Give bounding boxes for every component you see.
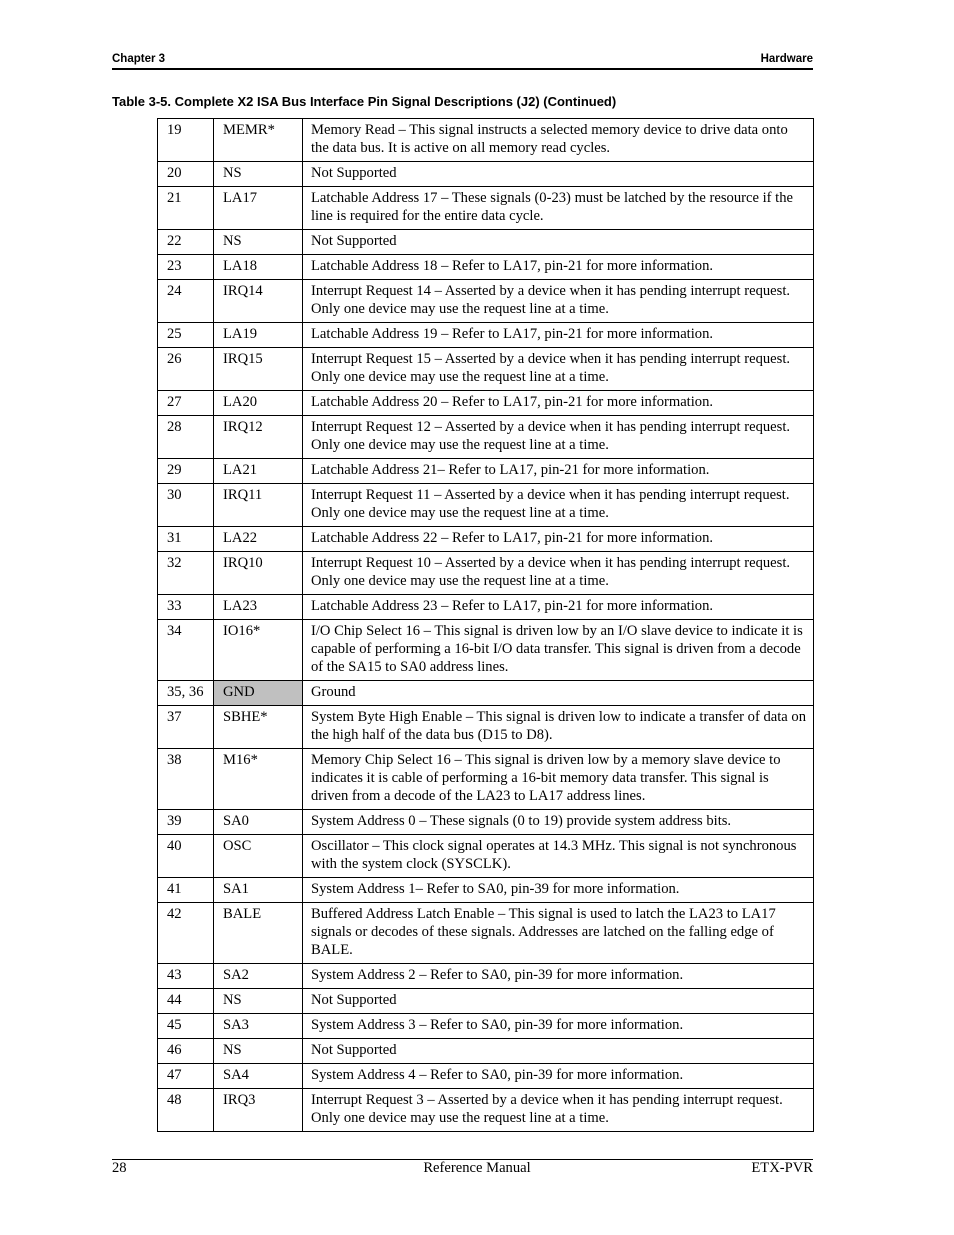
pin-cell: 25 xyxy=(158,323,214,348)
pin-cell: 34 xyxy=(158,620,214,681)
pin-cell: 42 xyxy=(158,903,214,964)
description-cell: Memory Chip Select 16 – This signal is driven low by a memory slave device to indicates it is cable of performing a 16-bit memory data transfer. This signal is driven from a decode of the LA23 to LA17 address lines. xyxy=(303,749,814,810)
signal-cell: M16* xyxy=(214,749,303,810)
table-row xyxy=(158,964,814,989)
table-row xyxy=(158,1064,814,1089)
signal-cell: LA19 xyxy=(214,323,303,348)
table-row xyxy=(158,230,814,255)
pin-cell: 41 xyxy=(158,878,214,903)
table-row xyxy=(158,810,814,835)
description-cell: System Address 1– Refer to SA0, pin-39 for more information. xyxy=(303,878,814,903)
description-cell: Latchable Address 20 – Refer to LA17, pin-21 for more information. xyxy=(303,391,814,416)
pin-cell: 21 xyxy=(158,187,214,230)
table-row xyxy=(158,620,814,681)
signal-cell: BALE xyxy=(214,903,303,964)
description-cell: Latchable Address 23 – Refer to LA17, pin-21 for more information. xyxy=(303,595,814,620)
pin-cell: 29 xyxy=(158,459,214,484)
signal-cell: IO16* xyxy=(214,620,303,681)
page-header xyxy=(112,52,813,68)
description-cell: System Address 2 – Refer to SA0, pin-39 for more information. xyxy=(303,964,814,989)
pin-cell: 40 xyxy=(158,835,214,878)
signal-cell: NS xyxy=(214,230,303,255)
signal-cell: LA22 xyxy=(214,527,303,552)
pin-cell: 38 xyxy=(158,749,214,810)
pin-cell: 31 xyxy=(158,527,214,552)
pin-cell: 44 xyxy=(158,989,214,1014)
pin-cell: 43 xyxy=(158,964,214,989)
table-row xyxy=(158,1014,814,1039)
description-cell: Not Supported xyxy=(303,989,814,1014)
signal-cell: SA3 xyxy=(214,1014,303,1039)
signal-cell: SA0 xyxy=(214,810,303,835)
signal-cell: SBHE* xyxy=(214,706,303,749)
description-cell: System Address 3 – Refer to SA0, pin-39 for more information. xyxy=(303,1014,814,1039)
description-cell: Latchable Address 17 – These signals (0-23) must be latched by the resource if the line is required for the entire data cycle. xyxy=(303,187,814,230)
table-row xyxy=(158,527,814,552)
signal-cell: LA21 xyxy=(214,459,303,484)
table-row xyxy=(158,595,814,620)
description-cell: Interrupt Request 15 – Asserted by a device when it has pending interrupt request. Only one device may use the request line at a time. xyxy=(303,348,814,391)
table-caption: Table 3-5. Complete X2 ISA Bus Interface Pin Signal Descriptions (J2) (Continued) xyxy=(112,94,617,109)
description-cell: Not Supported xyxy=(303,230,814,255)
description-cell: Oscillator – This clock signal operates at 14.3 MHz. This signal is not synchronous with the system clock (SYSCLK). xyxy=(303,835,814,878)
pin-cell: 39 xyxy=(158,810,214,835)
signal-cell: IRQ12 xyxy=(214,416,303,459)
table-row xyxy=(158,681,814,706)
signal-cell: IRQ3 xyxy=(214,1089,303,1132)
footer-product: ETX-PVR xyxy=(751,1160,813,1176)
table-row xyxy=(158,255,814,280)
signal-cell: LA17 xyxy=(214,187,303,230)
pin-signal-table xyxy=(157,118,814,1132)
pin-cell: 46 xyxy=(158,1039,214,1064)
signal-cell: LA23 xyxy=(214,595,303,620)
section-label: Hardware xyxy=(760,53,813,65)
signal-cell: SA4 xyxy=(214,1064,303,1089)
header-rule xyxy=(112,68,813,70)
description-cell: Interrupt Request 12 – Asserted by a device when it has pending interrupt request. Only one device may use the request line at a time. xyxy=(303,416,814,459)
table-row xyxy=(158,323,814,348)
pin-cell: 19 xyxy=(158,119,214,162)
chapter-label: Chapter 3 xyxy=(112,53,166,65)
table-row xyxy=(158,187,814,230)
table-row xyxy=(158,989,814,1014)
signal-cell: NS xyxy=(214,1039,303,1064)
table-row xyxy=(158,1089,814,1132)
signal-cell: IRQ10 xyxy=(214,552,303,595)
description-cell: System Address 0 – These signals (0 to 19) provide system address bits. xyxy=(303,810,814,835)
pin-cell: 30 xyxy=(158,484,214,527)
signal-cell: OSC xyxy=(214,835,303,878)
table-row xyxy=(158,484,814,527)
pin-cell: 23 xyxy=(158,255,214,280)
description-cell: Interrupt Request 14 – Asserted by a device when it has pending interrupt request. Only one device may use the request line at a time. xyxy=(303,280,814,323)
table-row xyxy=(158,416,814,459)
pin-cell: 32 xyxy=(158,552,214,595)
pin-cell: 37 xyxy=(158,706,214,749)
table-row xyxy=(158,706,814,749)
pin-cell: 28 xyxy=(158,416,214,459)
signal-cell: IRQ14 xyxy=(214,280,303,323)
description-cell: Latchable Address 22 – Refer to LA17, pin-21 for more information. xyxy=(303,527,814,552)
table-row xyxy=(158,878,814,903)
signal-cell: LA18 xyxy=(214,255,303,280)
table-row xyxy=(158,903,814,964)
description-cell: Interrupt Request 11 – Asserted by a device when it has pending interrupt request. Only one device may use the request line at a time. xyxy=(303,484,814,527)
description-cell: System Byte High Enable – This signal is driven low to indicate a transfer of data on the high half of the data bus (D15 to D8). xyxy=(303,706,814,749)
description-cell: Memory Read – This signal instructs a selected memory device to drive data onto the data bus. It is active on all memory read cycles. xyxy=(303,119,814,162)
page-number: 28 xyxy=(112,1160,127,1176)
description-cell: Latchable Address 21– Refer to LA17, pin-21 for more information. xyxy=(303,459,814,484)
pin-cell: 47 xyxy=(158,1064,214,1089)
table-row xyxy=(158,459,814,484)
table-row xyxy=(158,348,814,391)
pin-cell: 22 xyxy=(158,230,214,255)
footer-title: Reference Manual xyxy=(423,1160,531,1176)
table-row xyxy=(158,162,814,187)
pin-cell: 48 xyxy=(158,1089,214,1132)
signal-cell: IRQ11 xyxy=(214,484,303,527)
pin-cell: 27 xyxy=(158,391,214,416)
table-row xyxy=(158,391,814,416)
description-cell: I/O Chip Select 16 – This signal is driven low by an I/O slave device to indicate it is capable of performing a 16-bit I/O data transfer. This signal is driven from a decode of the SA15 to SA0 address lines. xyxy=(303,620,814,681)
description-cell: Not Supported xyxy=(303,1039,814,1064)
pin-cell: 33 xyxy=(158,595,214,620)
signal-cell: GND xyxy=(214,681,303,706)
description-cell: Ground xyxy=(303,681,814,706)
table-row xyxy=(158,835,814,878)
description-cell: Latchable Address 18 – Refer to LA17, pin-21 for more information. xyxy=(303,255,814,280)
table-row xyxy=(158,749,814,810)
signal-cell: SA1 xyxy=(214,878,303,903)
pin-cell: 35, 36 xyxy=(158,681,214,706)
description-cell: Interrupt Request 10 – Asserted by a device when it has pending interrupt request. Only one device may use the request line at a time. xyxy=(303,552,814,595)
signal-cell: SA2 xyxy=(214,964,303,989)
table-row xyxy=(158,1039,814,1064)
signal-cell: MEMR* xyxy=(214,119,303,162)
description-cell: Buffered Address Latch Enable – This signal is used to latch the LA23 to LA17 signals or decodes of these signals. Addresses are latched on the falling edge of BALE. xyxy=(303,903,814,964)
pin-cell: 45 xyxy=(158,1014,214,1039)
signal-cell: NS xyxy=(214,989,303,1014)
description-cell: System Address 4 – Refer to SA0, pin-39 for more information. xyxy=(303,1064,814,1089)
signal-cell: NS xyxy=(214,162,303,187)
description-cell: Interrupt Request 3 – Asserted by a device when it has pending interrupt request. Only one device may use the request line at a time. xyxy=(303,1089,814,1132)
description-cell: Latchable Address 19 – Refer to LA17, pin-21 for more information. xyxy=(303,323,814,348)
pin-cell: 26 xyxy=(158,348,214,391)
signal-cell: LA20 xyxy=(214,391,303,416)
table-row xyxy=(158,119,814,162)
signal-cell: IRQ15 xyxy=(214,348,303,391)
description-cell: Not Supported xyxy=(303,162,814,187)
table-row xyxy=(158,552,814,595)
pin-cell: 20 xyxy=(158,162,214,187)
table-row xyxy=(158,280,814,323)
pin-cell: 24 xyxy=(158,280,214,323)
